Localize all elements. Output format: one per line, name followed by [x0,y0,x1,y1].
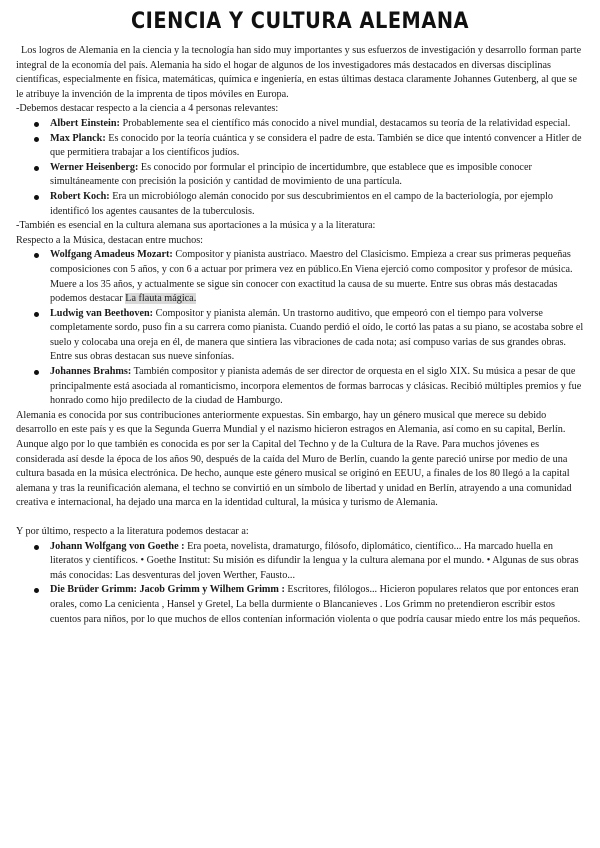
list-item-koch [50,190,586,219]
page-title: CIENCIA Y CULTURA ALEMANA [130,8,470,34]
document-body [16,44,586,627]
writer-text: Escritores, filólogos... Hicieron populares relatos que por entonces eran orales, como La cenicienta , Hansel y Gretel, La bella durmiente o Blancanieves . Los Grimm no pretendieron escribir estos cuentos para niños, por lo que muchos de ellos contenían información violenta o que podría causar miedo entre los más pequeños. [50,584,581,625]
list-item-einstein [50,117,586,132]
music-heading: Respecto a la Música, destacan entre muchos: [16,234,203,246]
scientist-text: Era un microbiólogo alemán conocido por sus descubrimientos en el campo de la bacteriología, por ejemplo identificó los agentes causantes de la tuberculosis. [50,190,554,217]
writer-text: Era poeta, novelista, dramaturgo, filósofo, diplomático, científico... Ha marcado huella en literatos y científicos. • Goethe Institut: Su misión es difundir la lengua y la cultura alemana por el mundo. • Algunas de sus obras más conocidas: Las desventuras del joven Werther, Fausto... [50,540,579,581]
writers-list [16,540,586,628]
writer-name: Johann Wolfgang von Goethe : [50,540,185,552]
list-item-grimm [50,583,586,627]
techno-paragraph: Alemania es conocida por sus contribuciones anteriormente expuestas. Sin embargo, hay un género musical que merece su debido desarrollo en este país y es que la Segunda Guerra Mundial y el nazismo hicieron estragos en Alemania, así como en su capital, Berlín. Aunque algo por lo que también es conocida es por ser la Capital del Techno y de la Cultura de la Rave. Para muchos jóvenes es considerada así desde la época de los años 90, después de la caída del Muro de Berlín, cuando la gente pareció unirse por medio de una cultura basada en la música electrónica. De hecho, aunque este género musical se originó en EEUU, a finales de los 80 llegó a la capital alemana y tras la reunificación alemana, el techno se convirtió en un símbolo de libertad y unidad en Berlín, atrayendo a una comunidad creativa e internacional, ha dejado una marca en la identidad cultural, la música y turismo de Alemania. [16,409,572,509]
intro-paragraph: Los logros de Alemania en la ciencia y la tecnología han sido muy importantes y sus esfuerzos de investigación y desarrollo forman parte integral de la economía del país. Alemania ha sido el hogar de algunos de los investigadores más destacados en diversas disciplinas científicas, especialmente en física, matemáticas, química e ingeniería, en estas últimas destaca claramente Johannes Gutenberg, al que se le atribuye la invención de la imprenta de tipos móviles en Europa. [16,45,582,100]
highlighted-text: La flauta mágica. [125,293,197,305]
list-item-beethoven [50,307,586,365]
list-item-planck [50,132,586,161]
musician-text: Compositor y pianista alemán. Un trastorno auditivo, que empeoró con el tiempo para volverse completamente sordo, puso fin a su carrera como pianista. Cuando perdió el oído, le cortó las patas a su piano, se acostaba sobre el suelo y colocaba una oreja en él, de manera que sintiera las vibraciones de cada nota; así compuso varias de sus grandes obras. Entre sus obras destacan sus nueve sinfonías. [50,307,584,363]
literature-heading: Y por último, respecto a la literatura podemos destacar a: [16,526,249,537]
scientist-name: Robert Koch: [50,190,110,202]
scientist-text: Es conocido por formular el principio de incertidumbre, que establece que es imposible conocer simultáneamente con precisión la posición y cantidad de movimiento de una partícula. [50,161,532,188]
musician-text: Compositor y pianista austriaco. Maestro del Clasicismo. Empieza a crear sus primeras pequeñas composiciones con 5 años, y con 6 a actuar por primera vez en público.En Viena ejerció como compositor y profesor de música. Muere a los 35 años, y actualmente se sigue sin conocer con exactitud la causa de su muerte. Entre sus obras más destacadas podemos destacar [50,249,573,305]
paragraph-spacer [16,511,586,525]
musician-name: Wolfgang Amadeus Mozart: [50,249,173,261]
scientist-text: Probablemente sea el científico más conocido a nivel mundial, destacamos su teoría de la relatividad especial. [119,117,571,129]
scientist-text: Es conocido por la teoría cuántica y se considera el padre de esta. También se dice que intentó convencer a Hitler de que permitiera trabajar a los científicos judíos. [50,132,582,159]
list-item-goethe [50,540,586,584]
scientist-name: Albert Einstein: [50,117,120,129]
scientist-name: Max Planck: [50,132,106,144]
list-item-mozart [50,248,586,306]
writer-name: Die Brüder Grimm: Jacob Grimm y Wilhem Grimm : [50,584,285,596]
scientist-name: Werner Heisenberg: [50,161,139,173]
list-item-heisenberg [50,161,586,190]
musician-name: Ludwig van Beethoven: [50,307,154,319]
musician-name: Johannes Brahms: [50,366,132,378]
musician-text: También compositor y pianista además de ser director de orquesta en el siglo XIX. Su música a pesar de que principalmente está asociada al romanticismo, incorpora elementos de formas barrocas y clásicas. Recibió múltiples premios y fue honrado como hijo predilecto de la ciudad de Hamburgo. [50,366,582,407]
scientists-list [16,117,586,219]
musicians-list [16,248,586,409]
culture-heading: -También es esencial en la cultura alemana sus aportaciones a la música y a la literatura: [16,220,376,232]
science-heading: -Debemos destacar respecto a la ciencia a 4 personas relevantes: [16,103,279,115]
list-item-brahms [50,365,586,409]
